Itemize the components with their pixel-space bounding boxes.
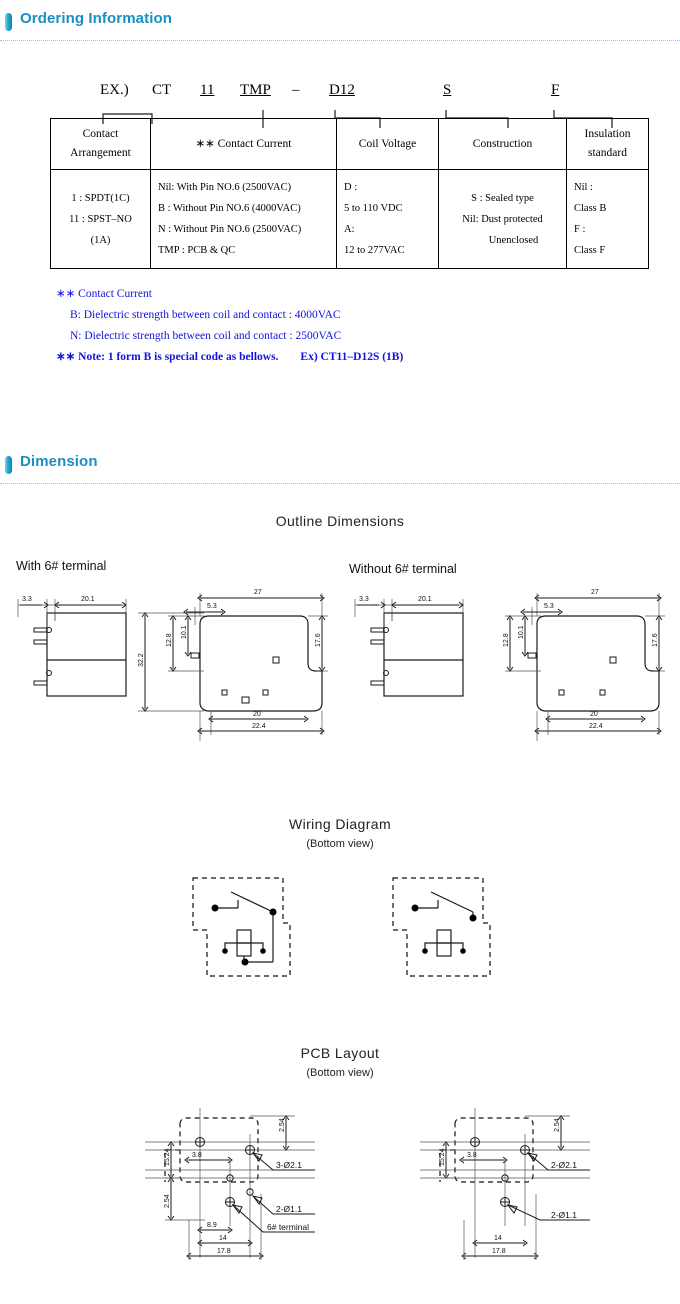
section-header-ordering (0, 10, 680, 28)
callout-2-d2-1-right: 2-Ø2.1 (551, 1160, 577, 1170)
cell-insulation (567, 170, 649, 269)
outline-drawing-right (345, 585, 675, 745)
pcb-holes-right (470, 1137, 530, 1207)
dim-bottom-left-vert (166, 616, 328, 671)
cv-item-0: D : (344, 182, 358, 193)
dim-bottom-right-top (521, 589, 661, 625)
header-ins-line1: Insulation (584, 128, 631, 140)
pcb-dim-38-right (460, 1152, 507, 1163)
section-title-ordering: Ordering Information (20, 10, 172, 27)
cc-item-2: N : Without Pin NO.6 (2500VAC) (158, 224, 302, 235)
dim-8-9-left: 8.9 (207, 1222, 217, 1229)
cell-construction (439, 170, 567, 269)
note-line-3: N: Dielectric strength between coil and contact : 2500VAC (70, 330, 342, 342)
cv-item-3: 12 to 277VAC (344, 245, 405, 256)
header-contact-current: ∗∗ Contact Current (151, 119, 337, 170)
pcb-dim-vert-right (439, 1142, 460, 1178)
wiring-terminal-6-left (242, 959, 249, 966)
cn-item-2: Unenclosed (488, 234, 539, 246)
cc-item-0: Nil: With Pin NO.6 (2500VAC) (158, 182, 292, 193)
wiring-coil-terminal-b-left (260, 948, 266, 954)
wiring-coil-terminal-b-right (460, 948, 466, 954)
section-header-dimension (0, 453, 680, 471)
wiring-blade-left (231, 892, 273, 912)
cc-item-3: TMP : PCB & QC (158, 245, 236, 256)
note-line-4 (56, 347, 403, 368)
dim-20-1: 20.1 (81, 596, 95, 603)
dim-10-1: 10.1 (181, 625, 188, 639)
order-token-ex: EX.) (100, 82, 129, 98)
outline-drawing-left (8, 585, 338, 745)
wiring-outline-left (193, 878, 290, 976)
callout-2-d1-1-right: 2-Ø1.1 (551, 1210, 577, 1220)
dim-17-8-right: 17.8 (492, 1248, 506, 1255)
dim-bottom-right-vert (503, 616, 665, 671)
pcb-layout-title: PCB Layout (300, 1045, 380, 1061)
outline-dimensions-title: Outline Dimensions (275, 513, 405, 529)
dim-bottom-left-bot (198, 711, 324, 741)
pcb-holes-left (195, 1137, 255, 1207)
pcb-center-lines-right (420, 1108, 590, 1258)
ordering-notes (56, 284, 403, 368)
dim-32-2: 32.2 (138, 653, 145, 667)
dim-32-2-left (138, 613, 204, 711)
header-construction: Construction (439, 119, 567, 170)
cn-item-1: Nil: Dust protected (462, 213, 543, 225)
dim-20: 20 (253, 711, 261, 718)
order-token-11: 11 (200, 82, 215, 98)
order-token-ct: CT (152, 82, 172, 98)
dim-20-right: 20 (590, 711, 598, 718)
wiring-terminal-common-right (412, 905, 419, 912)
pcb-callout-small-holes-right (508, 1205, 590, 1220)
relay-bottom-outline-right (537, 616, 659, 711)
divider-dimension (0, 483, 680, 484)
dim-12-8-right: 12.8 (503, 633, 510, 647)
cc-item-1: B : Without Pin NO.6 (4000VAC) (158, 203, 301, 214)
relay-bottom-outline-left (200, 616, 322, 711)
dim-15-24-left: 15.24 (164, 1148, 171, 1166)
note-line-1: ∗∗ Contact Current (56, 288, 152, 300)
dim-10-1-right: 10.1 (518, 625, 525, 639)
cell-contact-arrangement (51, 170, 151, 269)
cell-contact-current (151, 170, 337, 269)
order-token-s: S (443, 82, 452, 98)
dim-27-right: 27 (591, 589, 599, 596)
wiring-terminal-no-left (270, 909, 277, 916)
pcb-dim-bottom-right (462, 1194, 538, 1260)
cn-item-0: S : Sealed type (471, 192, 534, 204)
dim-17-6: 17.6 (315, 633, 322, 647)
wiring-diagram-left (185, 868, 315, 988)
ins-item-2: F : (574, 224, 586, 235)
pcb-layout-right (420, 1108, 680, 1298)
ins-item-1: Class B (574, 203, 607, 214)
dim-14-right: 14 (494, 1235, 502, 1242)
note-line-4-text: ∗∗ Note: 1 form B is special code as bellows. (56, 351, 279, 363)
dim-side-top-right (355, 596, 463, 627)
section-title-dimension: Dimension (20, 453, 98, 470)
ca-item-1: 11 : SPST–NO (69, 213, 132, 225)
dim-3-3: 3.3 (22, 596, 32, 603)
dim-bottom-right-bot (535, 711, 661, 741)
pcb-dim-38-left (185, 1152, 232, 1163)
terminal-pads-left (191, 653, 279, 703)
wiring-coil-terminal-a-right (422, 948, 428, 954)
callout-2-d1-1-left: 2-Ø1.1 (276, 1204, 302, 1214)
divider-ordering (0, 40, 680, 41)
dim-3-3-right: 3.3 (359, 596, 369, 603)
dim-22-4-right: 22.4 (589, 723, 603, 730)
relay-side-body-right (371, 613, 463, 696)
header-ca-line2: Arrangement (70, 147, 131, 159)
wiring-blade-right (431, 892, 473, 912)
dim-27: 27 (254, 589, 262, 596)
dim-17-6-right: 17.6 (652, 633, 659, 647)
dim-bottom-left-top (184, 589, 324, 625)
callout-6-terminal-left: 6# terminal (267, 1222, 310, 1232)
wiring-diagram-right (385, 868, 515, 988)
section-bar-icon (5, 13, 12, 31)
cv-item-2: A: (344, 224, 355, 235)
dim-14-left: 14 (219, 1235, 227, 1242)
wiring-coil-leads-right (425, 943, 463, 950)
dim-17-8-left: 17.8 (217, 1248, 231, 1255)
wiring-coil-terminal-a-left (222, 948, 228, 954)
ins-item-3: Class F (574, 245, 606, 256)
wiring-diagram-title: Wiring Diagram (288, 816, 392, 832)
dim-12-8: 12.8 (166, 633, 173, 647)
pcb-dim-bottom-left (187, 1194, 263, 1260)
order-token-tmp: TMP (240, 82, 271, 98)
table-body-row (51, 170, 649, 269)
dim-2-54-top-left: 2.54 (279, 1118, 286, 1132)
cell-coil-voltage (337, 170, 439, 269)
dim-2-54-bot-left: 2.54 (164, 1194, 171, 1208)
pcb-callout-big-holes-right (528, 1153, 590, 1170)
callout-3-d2-1-left: 3-Ø2.1 (276, 1160, 302, 1170)
dim-20-1-right: 20.1 (418, 596, 432, 603)
dim-22-4: 22.4 (252, 723, 266, 730)
outline-left-label: With 6# terminal (16, 559, 107, 573)
note-line-2: B: Dielectric strength between coil and contact : 4000VAC (70, 309, 341, 321)
order-code-row (0, 82, 680, 122)
dim-5-3: 5.3 (207, 603, 217, 610)
header-ins-line2: standard (588, 147, 627, 159)
header-ca-line1: Contact (82, 128, 119, 140)
note-line-4-example: Ex) CT11–D12S (1B) (300, 351, 404, 363)
dim-3-8-left: 3.8 (192, 1152, 202, 1159)
outline-right-label: Without 6# terminal (349, 562, 457, 576)
header-coil-voltage: Coil Voltage (337, 119, 439, 170)
section-bar-icon-dimension (5, 456, 12, 474)
wiring-diagram-subtitle: (Bottom view) (306, 838, 374, 850)
wiring-terminal-common-left (212, 905, 219, 912)
header-contact-arrangement (51, 119, 151, 170)
dim-5-3-right: 5.3 (544, 603, 554, 610)
terminal-pads-right (528, 653, 616, 695)
pcb-callout-small-holes-left (253, 1196, 315, 1214)
pcb-layout-left (145, 1108, 465, 1298)
order-token-dash: – (292, 82, 300, 98)
order-token-f: F (551, 82, 560, 98)
relay-side-body (34, 613, 126, 696)
dim-2-54-top-right: 2.54 (554, 1118, 561, 1132)
dim-15-24-right: 15.24 (439, 1148, 446, 1166)
order-token-d12: D12 (329, 82, 355, 98)
pcb-callout-big-holes-left (253, 1153, 315, 1170)
ordering-table (50, 118, 649, 269)
dim-3-8-right: 3.8 (467, 1152, 477, 1159)
dim-side-top-left (18, 596, 126, 627)
pcb-callout-terminal-left (233, 1205, 315, 1232)
ca-item-0: 1 : SPDT(1C) (71, 192, 130, 204)
wiring-coil-leads-left (225, 943, 263, 950)
wiring-outline-right (393, 878, 490, 976)
ins-item-0: Nil : (574, 182, 593, 193)
pcb-layout-subtitle: (Bottom view) (306, 1067, 374, 1079)
table-header-row (51, 119, 649, 170)
cv-item-1: 5 to 110 VDC (344, 203, 403, 214)
header-insulation-standard (567, 119, 649, 170)
ca-item-2: (1A) (90, 234, 111, 246)
wiring-terminal-no-right (470, 915, 477, 922)
